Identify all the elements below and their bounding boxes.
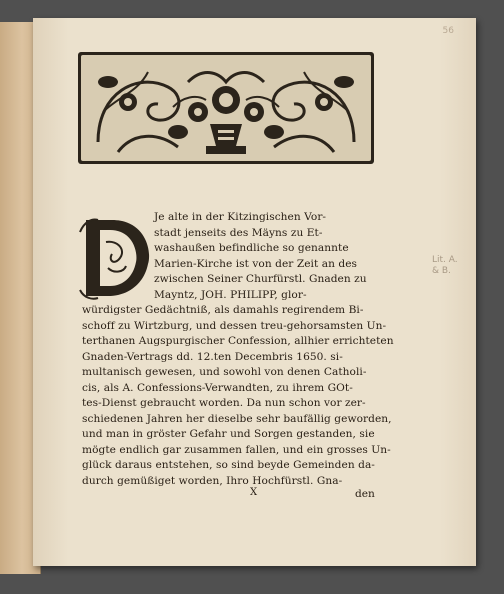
catchword: den xyxy=(355,488,375,500)
text-line: glück daraus entstehen, so sind beyde Gemeinden da- xyxy=(82,459,375,471)
text-line: durch gemüßiget worden, Ihro Hochfürstl. Gna- xyxy=(82,474,343,487)
text-line: stadt jenseits des Mäyns zu Et- xyxy=(154,226,323,239)
signature-mark: X xyxy=(250,487,258,498)
margin-note-line: Lit. A. xyxy=(432,255,458,265)
text-line: tes-Dienst gebraucht worden. Da nun schon vor zer- xyxy=(82,397,366,409)
text-line: zwischen Seiner Churfürstl. Gnaden zu xyxy=(154,273,367,285)
text-line: und man in gröster Gefahr und Sorgen gestanden, sie xyxy=(82,428,375,440)
text-line: washaußen befindliche so genannte xyxy=(154,242,349,254)
text-line: mögte endlich gar zusammen fallen, und ein grosses Un- xyxy=(82,443,391,456)
margin-note-line: & B. xyxy=(432,266,451,276)
text-line: schiedenen Jahren her dieselbe sehr baufällig geworden, xyxy=(82,412,392,425)
woodcut-ornament xyxy=(78,52,374,164)
text-line: terthanen Augspurgischer Confession, allhier errichteten xyxy=(82,335,394,347)
text-line: Gnaden-Vertrags dd. 12.ten Decembris 1650. si- xyxy=(82,350,343,363)
text-line: Je alte in der Kitzingischen Vor- xyxy=(154,211,327,223)
text-line: cis, als A. Confessions-Verwandten, zu ihrem GOt- xyxy=(82,381,353,394)
body-text xyxy=(82,210,394,489)
text-line: multanisch gewesen, und sowohl von denen Catholi- xyxy=(82,366,367,378)
page-marker: 56 xyxy=(442,26,454,36)
text-line: Marien-Kirche ist von der Zeit an des xyxy=(154,257,358,270)
margin-note xyxy=(432,255,458,277)
text-line: würdigster Gedächtniß, als damahls regirendem Bi- xyxy=(82,304,364,316)
text-line: Mayntz, JOH. PHILIPP, glor- xyxy=(154,288,307,301)
text-line: schoff zu Wirtzburg, und dessen treu-gehorsamsten Un- xyxy=(82,319,387,332)
